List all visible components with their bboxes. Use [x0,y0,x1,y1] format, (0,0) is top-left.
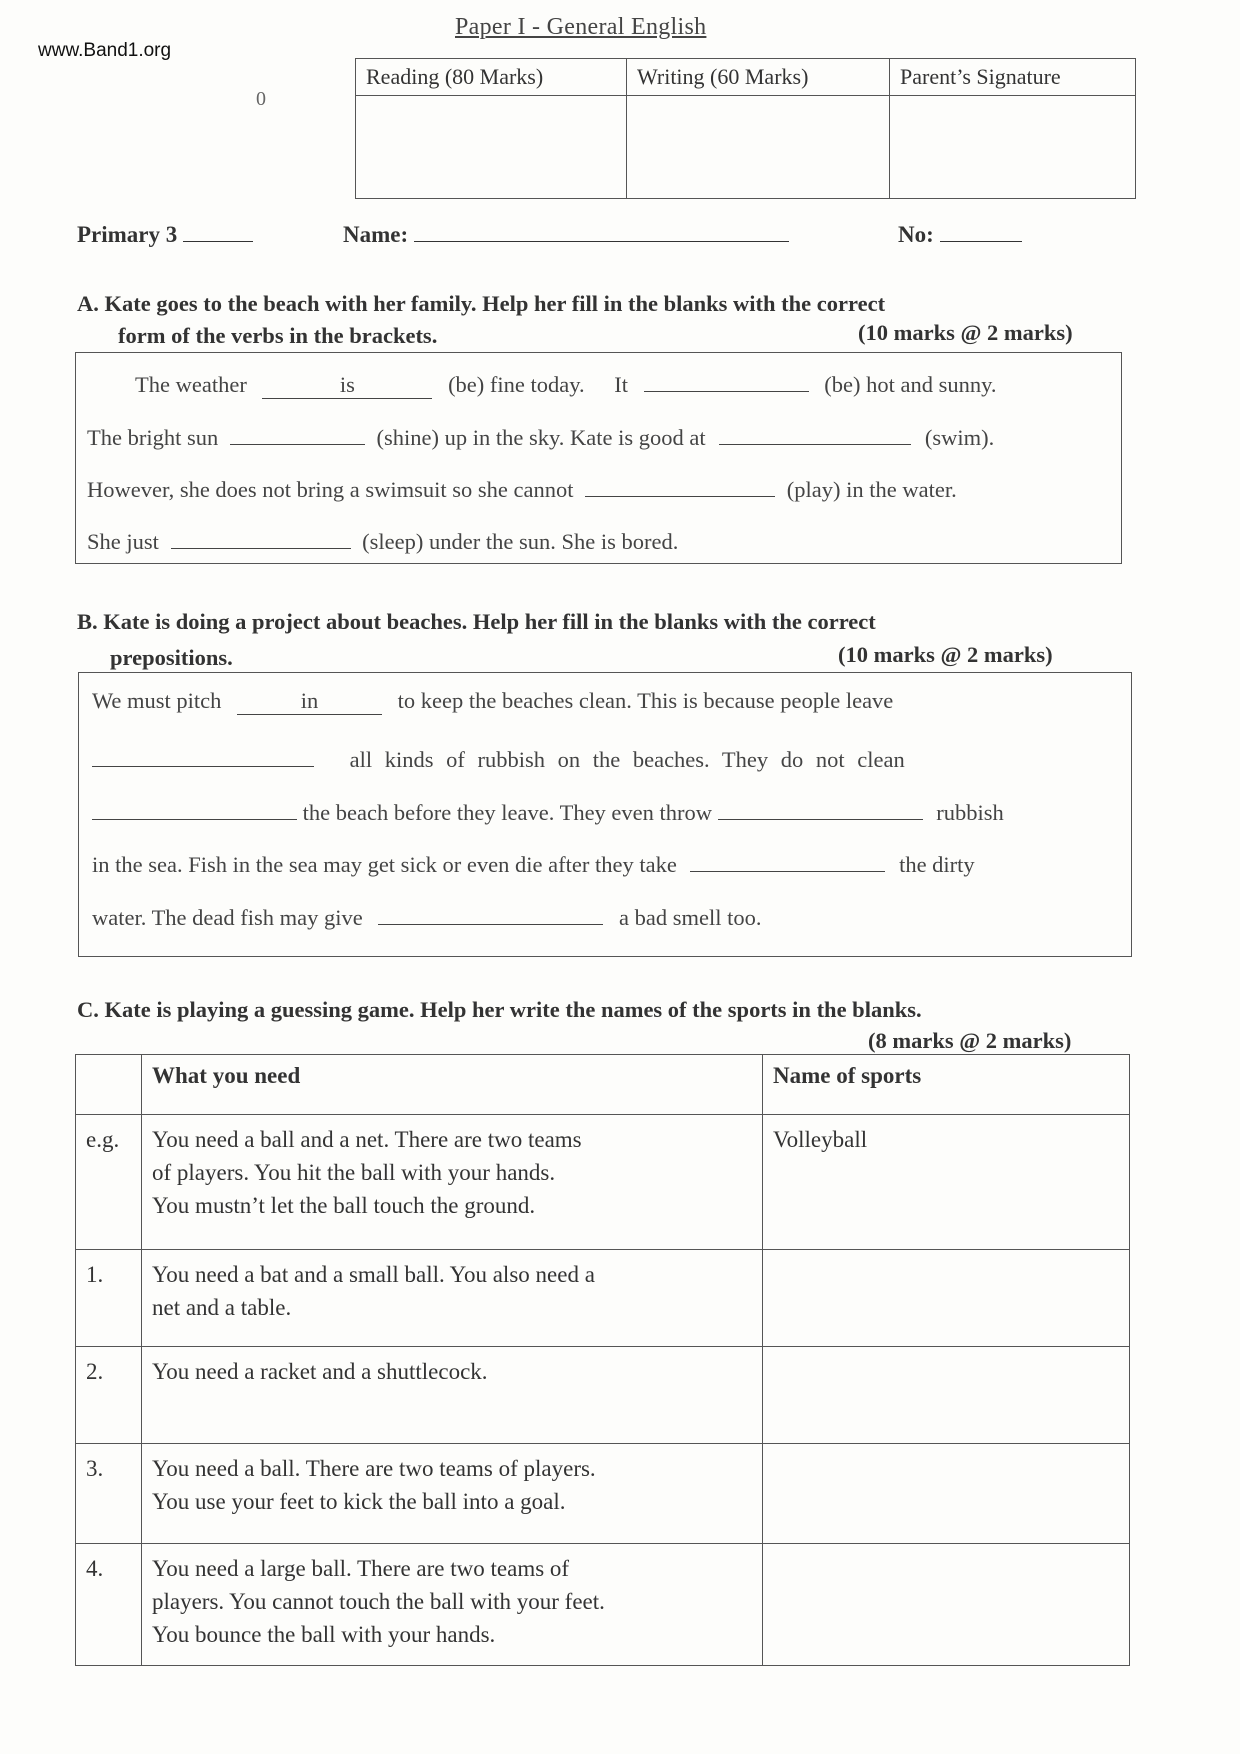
clue-cell: You need a ball. There are two teams of players. You use your feet to kick the ball into a goal. [142,1444,763,1544]
section-a-line4 [87,522,678,555]
section-a-line3 [87,470,957,503]
row-number: 2. [76,1347,142,1444]
b-text-1a: We must pitch [92,688,222,713]
table-row [76,1347,1130,1444]
writing-marks-header: Writing (60 Marks) [627,59,890,96]
parent-signature-cell[interactable] [890,96,1136,199]
section-b-marks: (10 marks @ 2 marks) [838,642,1053,667]
no-label: No: [898,222,934,247]
section-a-line2 [87,418,994,451]
b-blank-3[interactable] [92,793,297,820]
row-number: 1. [76,1250,142,1347]
name-field [343,222,789,248]
primary-field [77,222,253,248]
a-text-1b: (be) fine today. [448,372,585,397]
row-number: e.g. [76,1115,142,1250]
watermark-url: www.Band1.org [38,40,172,61]
section-b-line2 [92,740,905,773]
b-blank-1[interactable]: in [237,688,382,715]
section-b-line1 [92,688,893,715]
section-a-marks: (10 marks @ 2 marks) [858,320,1073,345]
a-blank-5[interactable] [585,470,775,497]
clue-cell: You need a bat and a small ball. You also need a net and a table. [142,1250,763,1347]
a-text-1c: It [614,372,629,397]
primary-label: Primary 3 [77,222,178,247]
name-label: Name: [343,222,409,247]
answer-cell[interactable] [763,1347,1130,1444]
class-blank[interactable] [183,241,253,242]
a-text-4b: (sleep) under the sun. She is bored. [362,529,679,554]
b-text-3a: the beach before they leave. They even throw [302,800,713,825]
table-row [76,1544,1130,1666]
b-blank-5[interactable] [690,845,885,872]
a-blank-4[interactable] [719,418,911,445]
a-blank-3[interactable] [230,418,365,445]
section-b-line5 [92,898,761,931]
b-text-5b: a bad smell too. [619,905,762,930]
row-number: 3. [76,1444,142,1544]
b-blank-2[interactable] [92,740,314,767]
b-blank-4[interactable] [718,793,923,820]
clue-cell: You need a large ball. There are two teams of players. You cannot touch the ball with your feet. You bounce the ball with your hands. [142,1544,763,1666]
writing-marks-cell[interactable] [627,96,890,199]
a-text-1a: The weather [135,372,247,397]
b-text-4a: in the sea. Fish in the sea may get sick or even die after they take [92,852,677,877]
a-text-2c: (swim). [924,425,995,450]
b-text-3b: rubbish [936,800,1004,825]
section-b-heading-line1: B. Kate is doing a project about beaches. Help her fill in the blanks with the correct [77,609,876,634]
a-text-2b: (shine) up in the sky. Kate is good at [376,425,706,450]
a-text-3b: (play) in the water. [786,477,957,502]
answer-cell[interactable] [763,1250,1130,1347]
b-text-1b: to keep the beaches clean. This is because people leave [397,688,894,713]
name-blank[interactable] [414,241,789,242]
clue-cell: You need a racket and a shuttlecock. [142,1347,763,1444]
b-text-5a: water. The dead fish may give [92,905,363,930]
a-text-3a: However, she does not bring a swimsuit so she cannot [87,477,574,502]
no-blank[interactable] [940,241,1022,242]
section-c-marks: (8 marks @ 2 marks) [868,1028,1072,1053]
section-b-line3 [92,793,1004,826]
a-blank-2[interactable] [644,365,809,392]
section-b-line4 [92,845,975,878]
table-row [76,1250,1130,1347]
section-a-heading-line1: A. Kate goes to the beach with her family. Help her fill in the blanks with the correct [77,291,886,316]
a-text-4a: She just [87,529,159,554]
table-row [76,1115,1130,1250]
a-blank-1[interactable]: is [262,372,432,399]
section-c-heading: C. Kate is playing a guessing game. Help her write the names of the sports in the blanks. [77,997,922,1022]
marks-table [355,58,1136,199]
b-text-4b: the dirty [899,852,975,877]
header-empty-cell [76,1055,142,1115]
row-number: 4. [76,1544,142,1666]
paper-title: Paper I - General English [455,14,707,40]
parent-signature-header: Parent’s Signature [890,59,1136,96]
section-a-line1 [135,365,997,399]
answer-cell[interactable] [763,1544,1130,1666]
a-text-2a: The bright sun [87,425,219,450]
b-blank-6[interactable] [378,898,603,925]
name-of-sports-header: Name of sports [763,1055,1130,1115]
reading-marks-cell[interactable] [356,96,627,199]
table-row [76,1444,1130,1544]
sports-table [75,1054,1130,1666]
answer-cell[interactable]: Volleyball [763,1115,1130,1250]
reading-marks-header: Reading (80 Marks) [356,59,627,96]
a-blank-6[interactable] [171,522,351,549]
stray-mark: 0 [256,88,266,110]
clue-cell: You need a ball and a net. There are two teams of players. You hit the ball with your hands. You mustn’t let the ball touch the ground. [142,1115,763,1250]
section-b-heading-line2: prepositions. [110,645,233,670]
b-text-2a: all kinds of rubbish on the beaches. They do not clean [349,747,905,772]
a-text-1d: (be) hot and sunny. [824,372,997,397]
answer-cell[interactable] [763,1444,1130,1544]
what-you-need-header: What you need [142,1055,763,1115]
section-a-heading-line2: form of the verbs in the brackets. [118,323,438,348]
no-field [898,222,1022,248]
